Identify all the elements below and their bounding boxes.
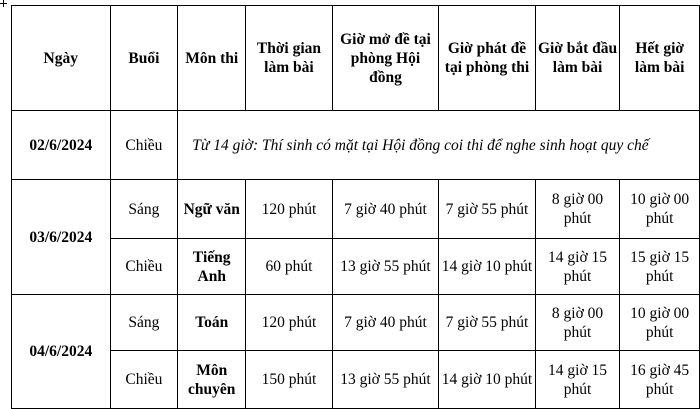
duration-cell: 120 phút [246,295,333,351]
table-row [12,295,700,351]
subject-cell: Ngữ văn [178,180,246,239]
header-duration: Thời gian làm bài [246,6,333,111]
header-distribute-time: Giờ phát đề tại phòng thi [439,6,536,111]
end-time-cell: 16 giờ 45 phút [620,351,700,409]
session-cell: Chiều [110,351,178,409]
start-time-cell: 8 giờ 00 phút [535,295,620,351]
header-session: Buổi [110,6,178,111]
date-cell: 03/6/2024 [12,180,111,295]
start-time-cell: 14 giờ 15 phút [535,239,620,295]
header-open-time: Giờ mở đề tại phòng Hội đồng [332,6,438,111]
duration-cell: 120 phút [246,180,333,239]
note-cell: Từ 14 giờ: Thí sinh có mặt tại Hội đồng coi thi để nghe sinh hoạt quy chế [178,111,700,180]
table-row [12,239,700,295]
distribute-time-cell: 14 giờ 10 phút [439,239,536,295]
header-end-time: Hết giờ làm bài [620,6,700,111]
distribute-time-cell: 7 giờ 55 phút [439,295,536,351]
anchor-marker-icon [0,0,7,7]
end-time-cell: 15 giờ 15 phút [620,239,700,295]
distribute-time-cell: 14 giờ 10 phút [439,351,536,409]
session-cell: Sáng [110,180,178,239]
end-time-cell: 10 giờ 00 phút [620,180,700,239]
end-time-cell: 10 giờ 00 phút [620,295,700,351]
duration-cell: 150 phút [246,351,333,409]
duration-cell: 60 phút [246,239,333,295]
session-cell: Sáng [110,295,178,351]
distribute-time-cell: 7 giờ 55 phút [439,180,536,239]
start-time-cell: 14 giờ 15 phút [535,351,620,409]
header-date: Ngày [12,6,111,111]
subject-cell: Tiếng Anh [178,239,246,295]
open-time-cell: 13 giờ 55 phút [332,239,438,295]
session-cell: Chiều [110,239,178,295]
date-cell: 04/6/2024 [12,295,111,409]
subject-cell: Môn chuyên [178,351,246,409]
exam-schedule-table [11,5,700,409]
date-cell: 02/6/2024 [12,111,111,180]
start-time-cell: 8 giờ 00 phút [535,180,620,239]
header-start-time: Giờ bắt đầu làm bài [535,6,620,111]
open-time-cell: 7 giờ 40 phút [332,180,438,239]
table-row [12,351,700,409]
subject-cell: Toán [178,295,246,351]
table-row [12,111,700,180]
open-time-cell: 13 giờ 55 phút [332,351,438,409]
session-cell: Chiều [110,111,178,180]
open-time-cell: 7 giờ 40 phút [332,295,438,351]
header-subject: Môn thi [178,6,246,111]
header-row [12,6,700,111]
table-row [12,180,700,239]
